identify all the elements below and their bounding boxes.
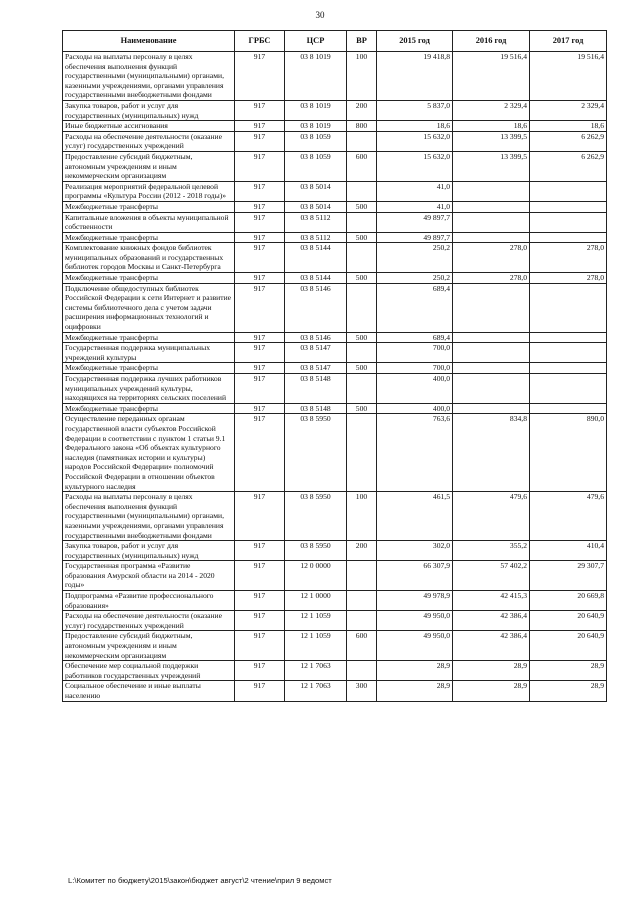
row-2015: 49 950,0: [377, 631, 453, 661]
page-number: 30: [315, 10, 325, 20]
row-2016: [453, 232, 530, 243]
row-csr: 03 8 5148: [285, 374, 347, 404]
row-2015: 19 418,8: [377, 52, 453, 101]
table-row: [63, 131, 607, 151]
row-2015: 250,2: [377, 273, 453, 284]
row-csr: 03 8 5950: [285, 492, 347, 541]
row-2017: [530, 332, 607, 343]
row-name: Осуществление переданных органам государственной власти субъектов Российской Федерации в соответствии с пунктом 1 статьи 9.1 Федерального закона «Об объектах культурного наследия (памятниках истории и культуры) народов Российской Федерации» полномочий Российской Федерации в отношении объектов культурного наследия: [63, 414, 235, 492]
row-2016: 2 329,4: [453, 100, 530, 120]
row-name: Закупка товаров, работ и услуг для государственных (муниципальных) нужд: [63, 100, 235, 120]
table-row: [63, 611, 607, 631]
row-2015: 49 897,7: [377, 232, 453, 243]
table-header-row: [63, 31, 607, 52]
row-grbs: 917: [235, 212, 285, 232]
row-csr: 03 8 1059: [285, 151, 347, 181]
row-grbs: 917: [235, 363, 285, 374]
row-2017: 6 262,9: [530, 151, 607, 181]
row-name: Расходы на выплаты персоналу в целях обеспечения выполнения функций государственными (муниципальными) органами, казенными учреждениями, органами управления государственными внебюджетными фондами: [63, 492, 235, 541]
table-row: [63, 121, 607, 132]
header-2015: 2015 год: [377, 31, 453, 52]
row-csr: 12 1 1059: [285, 611, 347, 631]
table-row: [63, 100, 607, 120]
table-row: [63, 273, 607, 284]
row-grbs: 917: [235, 661, 285, 681]
row-grbs: 917: [235, 561, 285, 591]
table-row: [63, 332, 607, 343]
header-grbs: ГРБС: [235, 31, 285, 52]
row-2015: 763,6: [377, 414, 453, 492]
row-2016: 355,2: [453, 541, 530, 561]
row-grbs: 917: [235, 181, 285, 201]
row-2015: 250,2: [377, 243, 453, 273]
table-row: [63, 363, 607, 374]
row-2016: 57 402,2: [453, 561, 530, 591]
row-vr: 800: [347, 121, 377, 132]
row-csr: 12 1 7063: [285, 681, 347, 701]
row-grbs: 917: [235, 343, 285, 363]
row-vr: 500: [347, 332, 377, 343]
row-2016: 42 386,4: [453, 631, 530, 661]
row-csr: 12 1 1059: [285, 631, 347, 661]
row-2016: [453, 283, 530, 332]
table-row: [63, 52, 607, 101]
row-name: Социальное обеспечение и иные выплаты населению: [63, 681, 235, 701]
row-2017: 278,0: [530, 273, 607, 284]
row-grbs: 917: [235, 273, 285, 284]
row-2017: 479,6: [530, 492, 607, 541]
row-name: Капитальные вложения в объекты муниципальной собственности: [63, 212, 235, 232]
row-2015: 49 950,0: [377, 611, 453, 631]
row-name: Обеспечение мер социальной поддержки работников государственных учреждений: [63, 661, 235, 681]
row-2016: 18,6: [453, 121, 530, 132]
row-grbs: 917: [235, 332, 285, 343]
row-2015: 700,0: [377, 343, 453, 363]
row-vr: 200: [347, 100, 377, 120]
table-row: [63, 414, 607, 492]
row-name: Реализация мероприятий федеральной целевой программы «Культура России (2012 - 2018 годы)»: [63, 181, 235, 201]
row-2017: [530, 201, 607, 212]
row-2015: 49 978,9: [377, 591, 453, 611]
row-2016: [453, 332, 530, 343]
row-name: Предоставление субсидий бюджетным, автономным учреждениям и иным некоммерческим организациям: [63, 151, 235, 181]
table-body: [63, 52, 607, 702]
row-2015: 461,5: [377, 492, 453, 541]
table-row: [63, 631, 607, 661]
row-vr: 300: [347, 681, 377, 701]
row-2016: [453, 181, 530, 201]
table-row: [63, 403, 607, 414]
row-2015: 49 897,7: [377, 212, 453, 232]
row-csr: 03 8 5148: [285, 403, 347, 414]
row-2016: 13 399,5: [453, 151, 530, 181]
row-csr: 03 8 5950: [285, 541, 347, 561]
row-2017: 19 516,4: [530, 52, 607, 101]
row-name: Государственная поддержка лучших работников муниципальных учреждений культуры, находящихся на территориях сельских поселений: [63, 374, 235, 404]
row-2017: 18,6: [530, 121, 607, 132]
row-grbs: 917: [235, 681, 285, 701]
row-2016: [453, 403, 530, 414]
row-2017: 6 262,9: [530, 131, 607, 151]
header-csr: ЦСР: [285, 31, 347, 52]
row-grbs: 917: [235, 232, 285, 243]
row-2016: [453, 343, 530, 363]
row-name: Предоставление субсидий бюджетным, автономным учреждениям и иным некоммерческим организациям: [63, 631, 235, 661]
row-vr: [347, 343, 377, 363]
row-name: Комплектование книжных фондов библиотек муниципальных образований и государственных библиотек городов Москвы и Санкт-Петербурга: [63, 243, 235, 273]
table-row: [63, 343, 607, 363]
header-2017: 2017 год: [530, 31, 607, 52]
row-vr: [347, 414, 377, 492]
row-name: Межбюджетные трансферты: [63, 201, 235, 212]
row-csr: 03 8 5146: [285, 283, 347, 332]
row-csr: 03 8 5147: [285, 363, 347, 374]
row-2015: 700,0: [377, 363, 453, 374]
row-2016: 19 516,4: [453, 52, 530, 101]
row-2015: 66 307,9: [377, 561, 453, 591]
row-csr: 03 8 5144: [285, 243, 347, 273]
row-csr: 03 8 5147: [285, 343, 347, 363]
row-name: Государственная поддержка муниципальных учреждений культуры: [63, 343, 235, 363]
row-csr: 03 8 5144: [285, 273, 347, 284]
row-csr: 03 8 5146: [285, 332, 347, 343]
table-row: [63, 232, 607, 243]
row-grbs: 917: [235, 541, 285, 561]
row-name: Закупка товаров, работ и услуг для государственных (муниципальных) нужд: [63, 541, 235, 561]
table-row: [63, 243, 607, 273]
row-vr: 200: [347, 541, 377, 561]
budget-table: [62, 30, 607, 702]
row-grbs: 917: [235, 591, 285, 611]
row-name: Подключение общедоступных библиотек Российской Федерации к сети Интернет и развитие системы библиотечного дела с учетом задачи расширения информационных технологий и оцифровки: [63, 283, 235, 332]
row-2017: [530, 374, 607, 404]
row-vr: 500: [347, 363, 377, 374]
row-vr: [347, 131, 377, 151]
row-vr: 100: [347, 492, 377, 541]
row-csr: 03 8 5112: [285, 232, 347, 243]
row-2016: 834,8: [453, 414, 530, 492]
row-2016: 13 399,5: [453, 131, 530, 151]
row-vr: [347, 591, 377, 611]
row-name: Расходы на обеспечение деятельности (оказание услуг) государственных учреждений: [63, 611, 235, 631]
row-2017: [530, 232, 607, 243]
row-vr: [347, 661, 377, 681]
table-row: [63, 661, 607, 681]
row-grbs: 917: [235, 121, 285, 132]
header-vr: ВР: [347, 31, 377, 52]
row-2016: 479,6: [453, 492, 530, 541]
table-row: [63, 201, 607, 212]
row-grbs: 917: [235, 403, 285, 414]
row-name: Государственная программа «Развитие образования Амурской области на 2014 - 2020 годы»: [63, 561, 235, 591]
row-grbs: 917: [235, 631, 285, 661]
row-name: Межбюджетные трансферты: [63, 332, 235, 343]
row-name: Иные бюджетные ассигнования: [63, 121, 235, 132]
row-2016: [453, 374, 530, 404]
row-2015: 41,0: [377, 181, 453, 201]
row-2016: 28,9: [453, 661, 530, 681]
row-grbs: 917: [235, 52, 285, 101]
header-2016: 2016 год: [453, 31, 530, 52]
row-vr: [347, 561, 377, 591]
row-2016: [453, 212, 530, 232]
row-2017: 20 640,9: [530, 611, 607, 631]
row-csr: 03 8 1059: [285, 131, 347, 151]
row-2016: 42 386,4: [453, 611, 530, 631]
row-2016: 278,0: [453, 243, 530, 273]
row-csr: 03 8 5014: [285, 181, 347, 201]
row-vr: [347, 181, 377, 201]
row-name: Межбюджетные трансферты: [63, 232, 235, 243]
row-2016: 278,0: [453, 273, 530, 284]
row-2015: 689,4: [377, 283, 453, 332]
row-2015: 41,0: [377, 201, 453, 212]
row-2017: 29 307,7: [530, 561, 607, 591]
row-2017: 410,4: [530, 541, 607, 561]
row-csr: 12 1 7063: [285, 661, 347, 681]
row-2017: 28,9: [530, 681, 607, 701]
row-csr: 03 8 1019: [285, 121, 347, 132]
row-name: Межбюджетные трансферты: [63, 273, 235, 284]
table-row: [63, 212, 607, 232]
row-2017: [530, 283, 607, 332]
header-name: Наименование: [63, 31, 235, 52]
row-vr: 500: [347, 273, 377, 284]
row-2015: 28,9: [377, 661, 453, 681]
table-row: [63, 283, 607, 332]
row-2017: 2 329,4: [530, 100, 607, 120]
row-grbs: 917: [235, 243, 285, 273]
row-name: Подпрограмма «Развитие профессионального образования»: [63, 591, 235, 611]
table-row: [63, 374, 607, 404]
row-vr: 100: [347, 52, 377, 101]
row-csr: 12 0 0000: [285, 561, 347, 591]
row-name: Межбюджетные трансферты: [63, 363, 235, 374]
row-2015: 5 837,0: [377, 100, 453, 120]
row-vr: 500: [347, 232, 377, 243]
row-vr: 500: [347, 201, 377, 212]
table-row: [63, 492, 607, 541]
row-grbs: 917: [235, 492, 285, 541]
row-grbs: 917: [235, 611, 285, 631]
row-2017: [530, 343, 607, 363]
row-csr: 03 8 1019: [285, 100, 347, 120]
row-name: Межбюджетные трансферты: [63, 403, 235, 414]
row-csr: 03 8 5950: [285, 414, 347, 492]
row-csr: 03 8 1019: [285, 52, 347, 101]
row-grbs: 917: [235, 100, 285, 120]
row-2017: 28,9: [530, 661, 607, 681]
row-vr: [347, 283, 377, 332]
row-2017: [530, 212, 607, 232]
row-2015: 400,0: [377, 403, 453, 414]
row-vr: 500: [347, 403, 377, 414]
row-grbs: 917: [235, 374, 285, 404]
row-2017: [530, 181, 607, 201]
table-row: [63, 541, 607, 561]
table-row: [63, 681, 607, 701]
row-csr: 03 8 5112: [285, 212, 347, 232]
row-2017: [530, 403, 607, 414]
row-csr: 12 1 0000: [285, 591, 347, 611]
row-vr: [347, 243, 377, 273]
row-vr: 600: [347, 631, 377, 661]
row-grbs: 917: [235, 283, 285, 332]
row-2017: 20 669,8: [530, 591, 607, 611]
row-2015: 18,6: [377, 121, 453, 132]
row-2017: 890,0: [530, 414, 607, 492]
row-2017: [530, 363, 607, 374]
row-2015: 302,0: [377, 541, 453, 561]
row-grbs: 917: [235, 201, 285, 212]
row-grbs: 917: [235, 151, 285, 181]
row-name: Расходы на обеспечение деятельности (оказание услуг) государственных учреждений: [63, 131, 235, 151]
row-2017: 20 640,9: [530, 631, 607, 661]
row-2015: 15 632,0: [377, 151, 453, 181]
row-2015: 689,4: [377, 332, 453, 343]
row-2016: 42 415,3: [453, 591, 530, 611]
row-2017: 278,0: [530, 243, 607, 273]
row-name: Расходы на выплаты персоналу в целях обеспечения выполнения функций государственными (муниципальными) органами, казенными учреждениями, органами управления государственными внебюджетными фондами: [63, 52, 235, 101]
row-2016: [453, 201, 530, 212]
table-row: [63, 561, 607, 591]
table-row: [63, 181, 607, 201]
row-grbs: 917: [235, 131, 285, 151]
file-path-footer: L:\Комитет по бюджету\2015\закон\бюджет август\2 чтение\прил 9 ведомст: [68, 876, 332, 885]
row-csr: 03 8 5014: [285, 201, 347, 212]
row-2015: 15 632,0: [377, 131, 453, 151]
row-vr: [347, 212, 377, 232]
row-2015: 400,0: [377, 374, 453, 404]
row-2016: 28,9: [453, 681, 530, 701]
row-vr: [347, 611, 377, 631]
row-2016: [453, 363, 530, 374]
row-vr: [347, 374, 377, 404]
row-grbs: 917: [235, 414, 285, 492]
row-vr: 600: [347, 151, 377, 181]
row-2015: 28,9: [377, 681, 453, 701]
table-row: [63, 151, 607, 181]
table-row: [63, 591, 607, 611]
